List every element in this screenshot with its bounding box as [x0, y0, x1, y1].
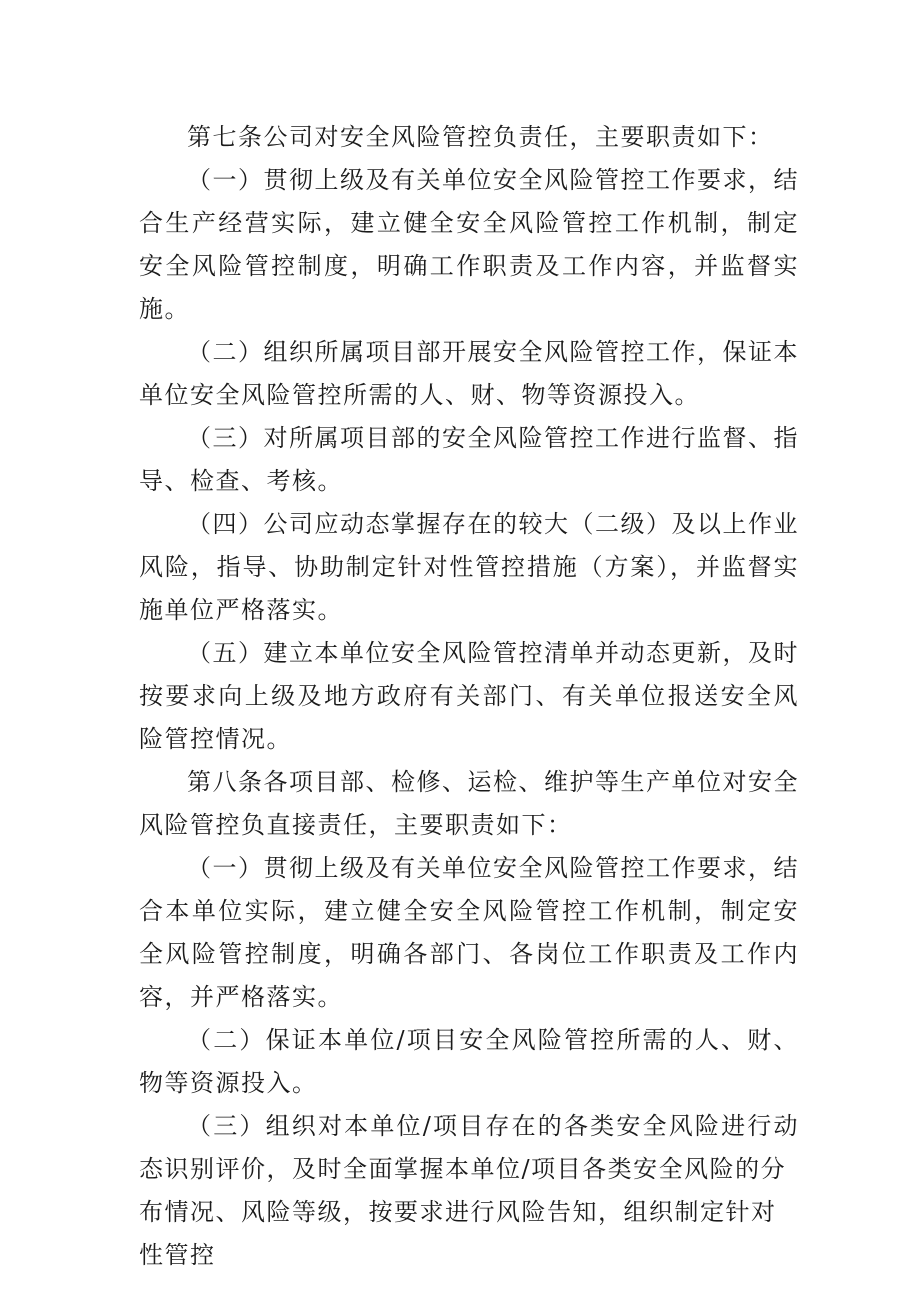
- article-8-item-3-continuation: 布情况、风险等级，按要求进行风险告知，组织制定针对性管控: [139, 1198, 777, 1269]
- article-8-item-1: （一）贯彻上级及有关单位安全风险管控工作要求，结合本单位实际，建立健全安全风险管控工作机制，制定安全风险管控制度，明确各部门、各岗位工作职责及工作内容，并严格落实。: [139, 854, 799, 1011]
- article-8-item-2: （二）保证本单位/项目安全风险管控所需的人、财、物等资源投入。: [139, 1026, 799, 1097]
- article-7-item-4: （四）公司应动态掌握存在的较大（二级）及以上作业风险，指导、协助制定针对性管控措施（方案），并监督实施单位严格落实。: [139, 510, 799, 624]
- document-body: [139, 116, 799, 1277]
- article-7-item-5: （五）建立本单位安全风险管控清单并动态更新，及时按要求向上级及地方政府有关部门、有关单位报送安全风险管控情况。: [139, 639, 799, 753]
- article-8-item-3: （三）组织对本单位/项目存在的各类安全风险进行动态识别评价，及时全面掌握本单位/项目各类安全风险的分: [139, 1112, 799, 1183]
- article-7-heading: 第七条公司对安全风险管控负责任，主要职责如下：: [187, 123, 774, 151]
- article-7-item-2: （二）组织所属项目部开展安全风险管控工作，保证本单位安全风险管控所需的人、财、物等资源投入。: [139, 338, 799, 409]
- article-7-item-3: （三）对所属项目部的安全风险管控工作进行监督、指导、检查、考核。: [139, 424, 799, 495]
- article-7-item-1: （一）贯彻上级及有关单位安全风险管控工作要求，结合生产经营实际，建立健全安全风险管控工作机制，制定安全风险管控制度，明确工作职责及工作内容，并监督实施。: [139, 166, 799, 323]
- article-8-heading: 第八条各项目部、检修、运检、维护等生产单位对安全风险管控负直接责任，主要职责如下：: [139, 768, 799, 839]
